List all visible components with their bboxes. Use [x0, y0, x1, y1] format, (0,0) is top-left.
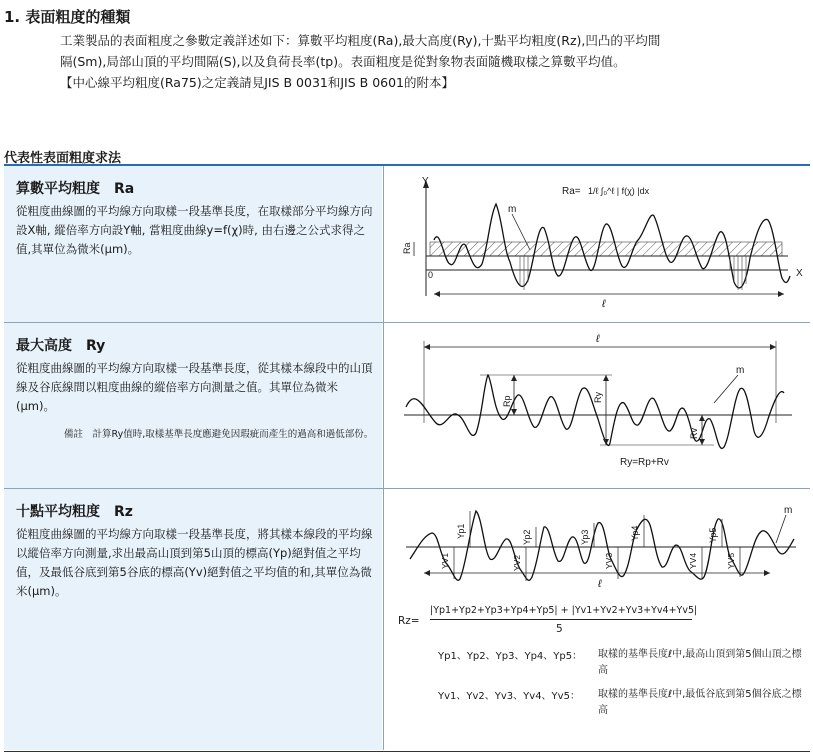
ra-label-x: X: [796, 268, 803, 279]
rz-label-yv2: YV2: [512, 554, 522, 571]
rz-label-yv3: YV3: [604, 552, 614, 569]
rz-fraction-bar: [430, 619, 692, 620]
roughness-table: [4, 164, 810, 752]
rz-formula-lhs: Rz=: [398, 615, 420, 627]
rz-label-l: ℓ: [598, 578, 602, 590]
rz-yp-text: 取樣的基準長度ℓ中,最高山頂到第5個山頂之標高: [598, 649, 802, 676]
ry-description: 從粗度曲線圖的平均線方向取樣一段基準長度，從其樣本線段中的山頂線及谷底線間以粗度曲線的縱倍率方向測量之值。其單位為微米(μm)。: [16, 361, 373, 413]
ra-title: 算數平均粗度 Ra: [16, 181, 135, 197]
rz-row: [4, 489, 810, 750]
rz-yv-text: 取樣的基準長度ℓ中,最低谷底到第5個谷底之標高: [598, 689, 802, 716]
ry-equation: Ry=Rp+Rv: [620, 457, 669, 468]
section-title: 代表性表面粗度求法: [4, 151, 122, 166]
rz-text-cell: [4, 489, 382, 750]
ra-diagram-cell: [383, 166, 810, 322]
ra-label-m: m: [508, 204, 517, 215]
rz-profile-curve: [410, 511, 794, 580]
rz-title: 十點平均粗度 Rz: [16, 504, 133, 520]
ry-label-m: m: [736, 365, 745, 376]
ry-diagram-cell: [383, 323, 810, 488]
ry-row: [4, 323, 810, 488]
ry-label-rv: Rv: [689, 428, 699, 439]
rz-formula-denominator: 5: [556, 623, 563, 635]
intro-line-3: 【中心線平均粗度(Ra75)之定義請見JIS B 0031和JIS B 0601的附本】: [60, 75, 455, 90]
rz-label-yp3: Yp3: [580, 529, 590, 545]
rz-yp-label: Yp1、Yp2、Yp3、Yp4、Yp5：: [438, 651, 583, 662]
ra-label-ra: Ra: [402, 242, 412, 254]
rz-label-yp2: Yp2: [522, 529, 532, 545]
rz-label-yp1: Yp1: [456, 523, 466, 539]
intro-line-2: 隔(Sm),局部山頂的平均間隔(S),以及負荷長率(tp)。表面粗度是從對象物表面隨機取樣之算數平均值。: [60, 54, 626, 69]
rz-diagram: [384, 489, 811, 599]
ra-text-cell: [4, 166, 382, 322]
intro-line-1: 工業製品的表面粗度之參數定義詳述如下：算數平均粗度(Ra),最大高度(Ry),十點平均粗度(Rz),凹凸的平均間: [60, 33, 661, 48]
page-heading: 1. 表面粗度的種類: [4, 8, 131, 26]
rz-label-yv1: YV1: [440, 552, 450, 569]
ry-note: 備註 計算Ry值時,取樣基準長度應避免因瑕疵而產生的過高和過低部份。: [64, 429, 374, 440]
rz-diagram-cell: [383, 489, 810, 750]
ry-text-cell: [4, 323, 382, 488]
ra-description: 從粗度曲線圖的平均線方向取樣一段基準長度，在取樣部分平均線方向設X軸, 縱倍率方向設Y軸, 當粗度曲線y=f(χ)時, 由右邊之公式求得之值,其單位為微米(μm)。: [16, 204, 373, 256]
ra-label-zero: 0: [428, 270, 434, 280]
rz-label-m: m: [784, 505, 793, 516]
ry-profile-curve: [406, 375, 784, 448]
ra-row: [4, 166, 810, 322]
ry-diagram: [384, 323, 811, 488]
ra-label-y: Y: [422, 176, 429, 187]
rz-description: 從粗度曲線圖的平均線方向取樣一段基準長度，將其樣本線段的平均線以縱倍率方向測量,求出最高山頂到第5山頂的標高(Yp)絕對值之平均值，及最低谷底到第5谷底的標高(Yv)絕對值之平均值的和,其單位為微米(μm)。: [16, 527, 373, 598]
rz-yv-label: Yv1、Yv2、Yv3、Yv4、Yv5：: [438, 691, 580, 702]
ry-label-rp: Rp: [502, 395, 512, 407]
ry-label-l: ℓ: [596, 333, 600, 345]
ry-title: 最大高度 Ry: [16, 338, 106, 354]
rz-label-yv4: YV4: [688, 552, 698, 569]
rz-formula-numerator: |Yp1+Yp2+Yp3+Yp4+Yp5| + |Yv1+Yv2+Yv3+Yv4+Yv5|: [430, 605, 698, 616]
ra-formula-lhs: Ra=: [562, 186, 581, 197]
rz-label-yv5: YV5: [726, 552, 736, 569]
ra-formula-rhs: 1/ℓ ∫₀^ℓ | f(χ) |dx: [588, 186, 650, 196]
ra-valley-hatch: [520, 256, 746, 290]
ra-diagram: [384, 166, 811, 322]
intro-paragraph: [60, 30, 810, 93]
ra-label-l: ℓ: [602, 298, 606, 310]
ry-label-ry: Ry: [593, 392, 603, 403]
rz-label-yp4: Yp4: [630, 525, 640, 541]
rz-label-yp5: Yp5: [708, 527, 718, 543]
